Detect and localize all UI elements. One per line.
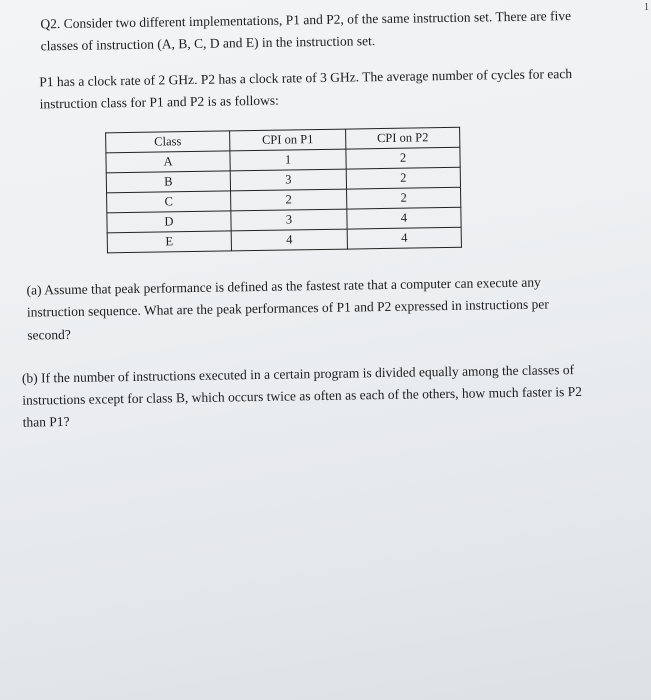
part-b-line-3: than P1? <box>22 413 70 430</box>
question-header-line-1: Q2. Consider two different implementations, P1 and P2, of the same instruction set. There are five <box>40 8 572 32</box>
cell-cpi-p2: 2 <box>347 187 461 209</box>
cell-class: C <box>107 191 231 213</box>
cell-class: D <box>107 211 231 233</box>
cell-cpi-p2: 2 <box>346 147 460 169</box>
cell-cpi-p1: 1 <box>230 149 346 171</box>
page-edge-mark: 1 <box>644 2 649 13</box>
cell-cpi-p2: 4 <box>347 227 461 249</box>
cell-cpi-p1: 3 <box>231 209 347 231</box>
cell-cpi-p1: 4 <box>231 229 347 251</box>
part-a-line-1: (a) Assume that peak performance is defined as the fastest rate that a computer can execute any <box>26 274 541 298</box>
part-b-line-2: instructions except for class B, which occurs twice as often as each of the others, how much faster is P2 <box>22 383 583 408</box>
table-row <box>107 227 461 253</box>
cell-class: E <box>107 231 231 253</box>
column-header-class: Class <box>106 131 230 153</box>
cell-cpi-p2: 2 <box>346 167 460 189</box>
part-a-line-2: instruction sequence. What are the peak performances of P1 and P2 expressed in instructions per <box>26 296 549 320</box>
cell-cpi-p1: 2 <box>231 189 347 211</box>
column-header-cpi-p2: CPI on P2 <box>346 127 460 149</box>
part-a-line-3: second? <box>27 326 71 343</box>
question-header-line-2: classes of instruction (A, B, C, D and E) in the instruction set. <box>40 33 376 54</box>
cell-cpi-p1: 3 <box>230 169 346 191</box>
cell-class: A <box>106 151 230 173</box>
column-header-cpi-p1: CPI on P1 <box>230 129 346 151</box>
part-b-line-1: (b) If the number of instructions executed in a certain program is divided equally among the classes of <box>21 362 575 386</box>
cell-class: B <box>106 171 230 193</box>
cpi-table <box>105 127 462 254</box>
question-intro-line-2: instruction class for P1 and P2 is as follows: <box>39 92 279 112</box>
cell-cpi-p2: 4 <box>347 207 461 229</box>
question-intro-line-1: P1 has a clock rate of 2 GHz. P2 has a clock rate of 3 GHz. The average number of cycles for each <box>39 66 573 90</box>
